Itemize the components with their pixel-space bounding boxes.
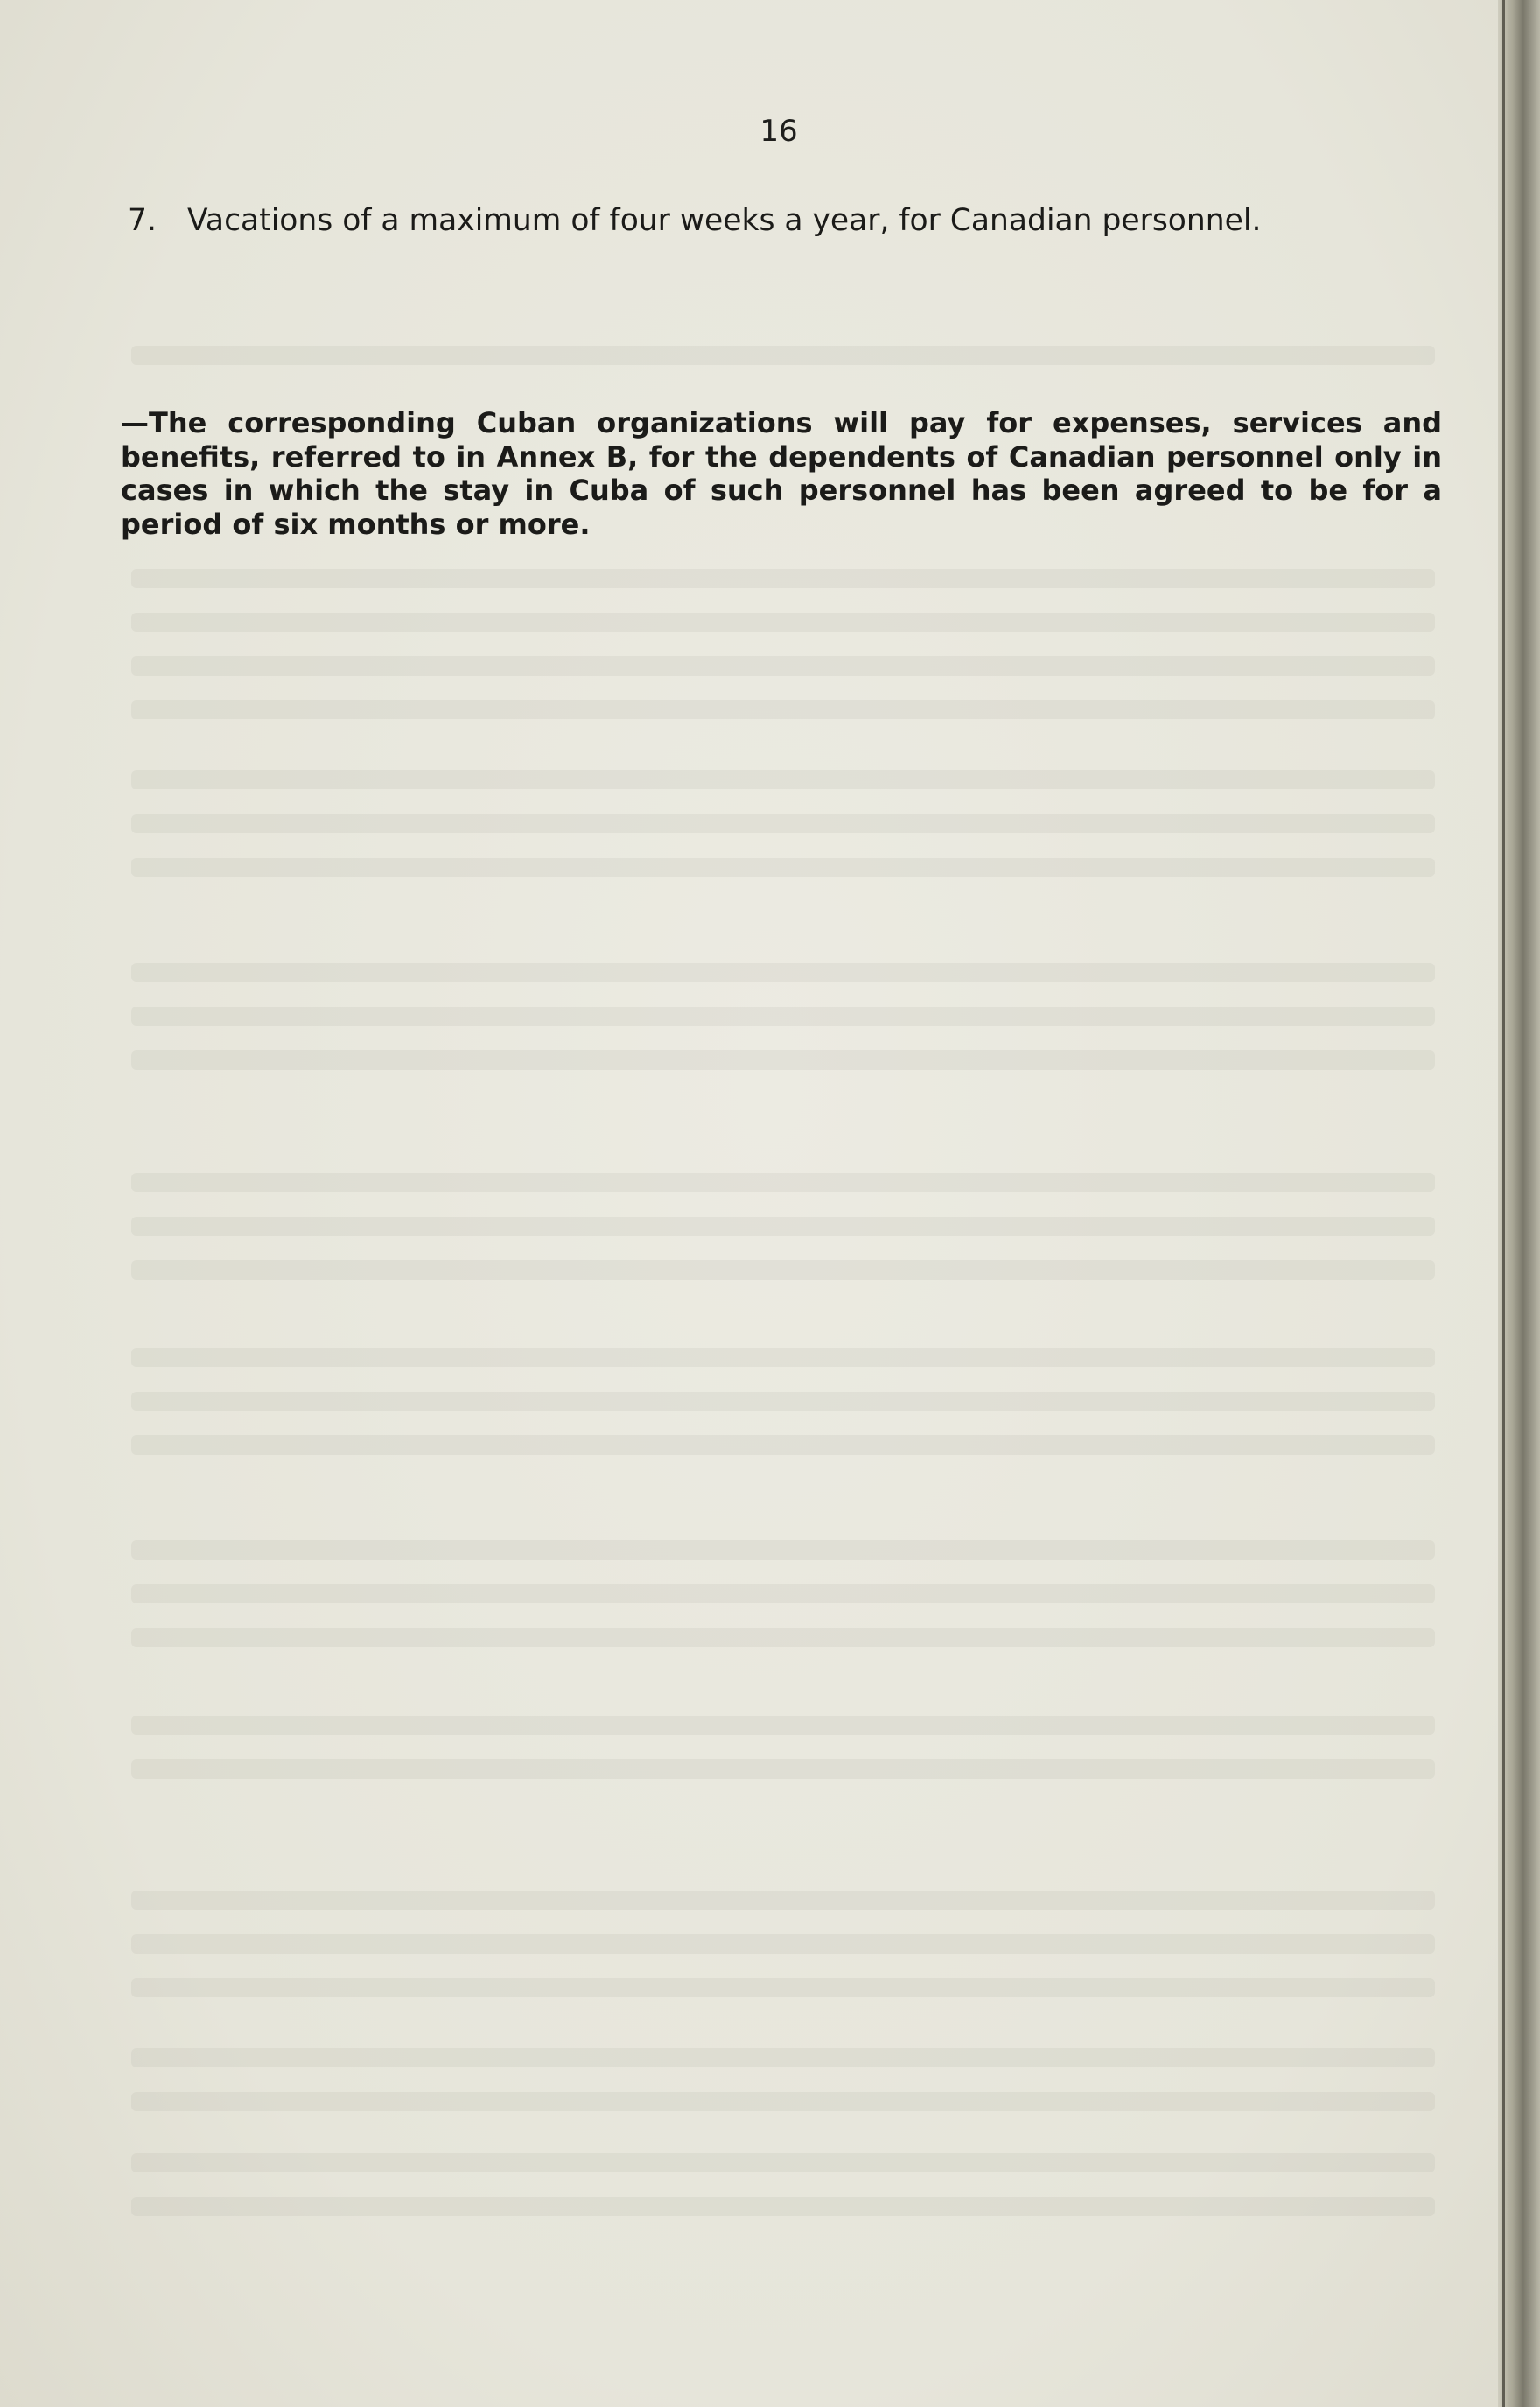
cuban-organizations-note: —The corresponding Cuban organizations will pay for expenses, services and benefits, referred to in Annex B, for the dependents of Canadian personnel only in cases in which the stay in Cuba of such personnel has been agreed to be for a period of six months or more. xyxy=(121,406,1442,541)
bleed-through-band xyxy=(131,814,1435,833)
bleed-through-band xyxy=(131,569,1435,588)
bleed-through-band xyxy=(131,1348,1435,1367)
bleed-through-band xyxy=(131,1978,1435,1997)
bleed-through-band xyxy=(131,1628,1435,1647)
bleed-through-band xyxy=(131,770,1435,789)
bleed-through-band xyxy=(131,1759,1435,1779)
bleed-through-band xyxy=(131,1891,1435,1910)
list-item-7 xyxy=(128,201,1440,240)
bleed-through-band xyxy=(131,700,1435,719)
list-item-number: 7. xyxy=(128,203,157,238)
page-number: 16 xyxy=(760,114,798,149)
bleed-through-band xyxy=(131,2197,1435,2216)
bleed-through-band xyxy=(131,656,1435,676)
bleed-through-band xyxy=(131,1716,1435,1735)
bleed-through-band xyxy=(131,1260,1435,1280)
bleed-through-band xyxy=(131,1050,1435,1070)
bleed-through-band xyxy=(131,1217,1435,1236)
bleed-through-band xyxy=(131,346,1435,365)
bleed-through-band xyxy=(131,858,1435,877)
bleed-through-band xyxy=(131,1934,1435,1954)
bleed-through-band xyxy=(131,1392,1435,1411)
bleed-through-band xyxy=(131,2048,1435,2067)
bleed-through-band xyxy=(131,963,1435,982)
bleed-through-band xyxy=(131,1584,1435,1603)
bleed-through-band xyxy=(131,613,1435,632)
bleed-through-band xyxy=(131,1173,1435,1192)
bleed-through-band xyxy=(131,2153,1435,2172)
spine-edge-line xyxy=(1502,0,1505,2407)
list-item-text: Vacations of a maximum of four weeks a year, for Canadian personnel. xyxy=(187,203,1262,238)
bleed-through-band xyxy=(131,1435,1435,1455)
bleed-through-band xyxy=(131,1540,1435,1560)
bleed-through-band xyxy=(131,2092,1435,2111)
bleed-through-band xyxy=(131,1007,1435,1026)
